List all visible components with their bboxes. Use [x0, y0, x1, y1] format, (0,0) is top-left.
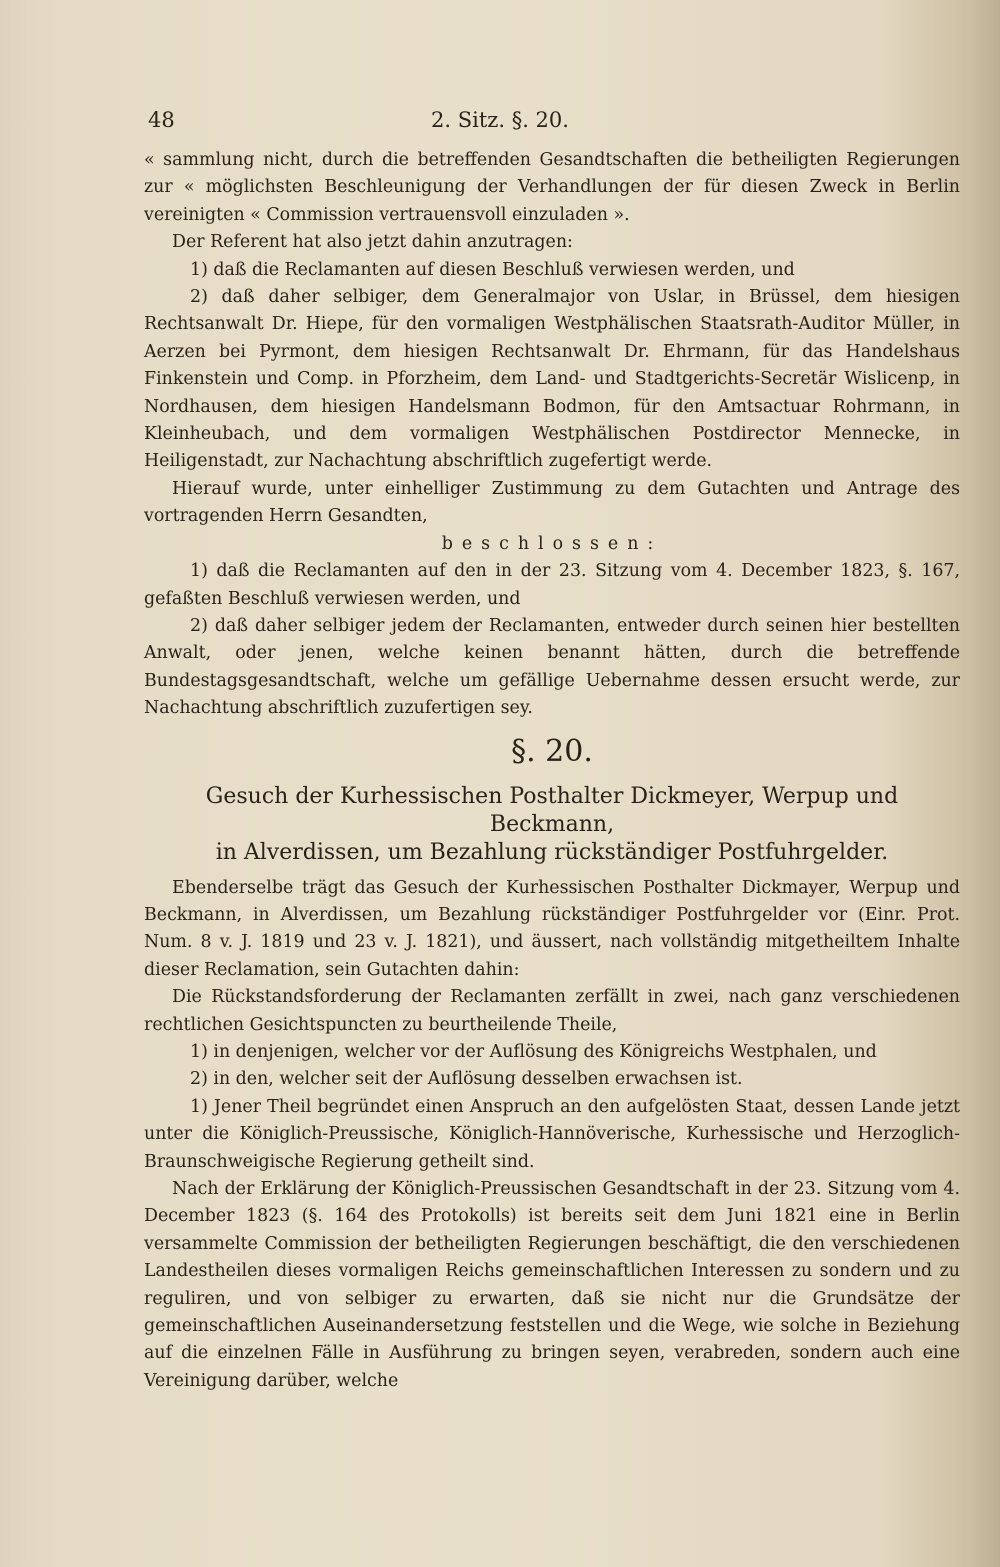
- section-title-line: Gesuch der Kurhessischen Posthalter Dickmeyer, Werpup und Beckmann,: [205, 783, 899, 837]
- section-number: §. 20.: [511, 733, 593, 769]
- paragraph: « sammlung nicht, durch die betreffenden Gesandtschaften die betheiligten Regierungen zur « möglichsten Beschleunigung der Verhandlungen der für diesen Zweck in Berlin vereinigten « Commission vertrauensvoll einzuladen ».: [144, 150, 960, 225]
- paragraph: Der Referent hat also jetzt dahin anzutragen:: [172, 232, 573, 253]
- numbered-item: 2) in den, welcher seit der Auflösung desselben erwachsen ist.: [190, 1069, 743, 1090]
- section-title-line: in Alverdissen, um Bezahlung rückständiger Postfuhrgelder.: [215, 839, 889, 865]
- body-text: [144, 147, 960, 1395]
- numbered-item: 1) daß die Reclamanten auf diesen Beschluß verwiesen werden, und: [190, 259, 795, 280]
- numbered-item: 1) daß die Reclamanten auf den in der 23. Sitzung vom 4. December 1823, §. 167, gefaßten Beschluß verwiesen werden, und: [144, 561, 960, 609]
- paragraph: Ebenderselbe trägt das Gesuch der Kurhessischen Posthalter Dickmayer, Werpup und Beckmann, in Alverdissen, um Bezahlung rückständiger Postfuhrgelder vor (Einr. Prot. Num. 8 v. J. 1819 und 23 v. J. 1821), und äussert, nach vollständig mitgetheiltem Inhalte dieser Reclamation, sein Gutachten dahin:: [144, 877, 960, 980]
- paragraph: Nach der Erklärung der Königlich-Preussischen Gesandtschaft in der 23. Sitzung vom 4. December 1823 (§. 164 des Protokolls) ist bereits seit dem Juni 1821 eine in Berlin versammelte Commission der betheiligten Regierungen beschäftigt, die den verschiedenen Landestheilen dieses vormaligen Reichs gemeinschaftlichen Interessen zu sondern und zu reguliren, und von selbiger zu erwarten, daß sie nicht nur die Grundsätze der gemeinschaftlichen Auseinandersetzung feststellen und die Wege, wie solche in Beziehung auf die einzelnen Fälle in Ausführung zu bringen seyen, verabreden, sondern auch eine Vereinigung darüber, welche: [144, 1179, 960, 1391]
- numbered-item: 2) daß daher selbiger, dem Generalmajor von Uslar, in Brüssel, dem hiesigen Rechtsanwalt Dr. Hiepe, für den vormaligen Westphälischen Staatsrath-Auditor Müller, in Aerzen bei Pyrmont, dem hiesigen Rechtsanwalt Dr. Ehrmann, für das Handelshaus Finkenstein und Comp. in Pforzheim, dem Land- und Stadtgerichts-Secretär Wislicenp, in Nordhausen, dem hiesigen Handelsmann Bodmon, für den Amtsactuar Rohrmann, in Kleinheubach, und dem vormaligen Westphälischen Postdirector Mennecke, in Heiligenstadt, zur Nachachtung abschriftlich zugefertigt werde.: [144, 287, 960, 472]
- resolution-heading: beschlossen:: [441, 533, 663, 554]
- numbered-item: 2) daß daher selbiger jedem der Reclamanten, entweder durch seinen hier bestellten Anwalt, oder jenen, welche keinen benannt hätten, durch die betreffende Bundestagsgesandtschaft, welche um gefällige Uebernahme dessen ersucht werde, zur Nachachtung abschriftlich zuzufertigen sey.: [144, 615, 960, 719]
- paragraph: Hierauf wurde, unter einhelliger Zustimmung zu dem Gutachten und Antrage des vortragenden Herrn Gesandten,: [144, 478, 960, 527]
- section-title: [144, 783, 960, 867]
- numbered-item: 1) in denjenigen, welcher vor der Auflösung des Königreichs Westphalen, und: [190, 1041, 877, 1062]
- numbered-item: 1) Jener Theil begründet einen Anspruch an den aufgelösten Staat, dessen Lande jetzt unter die Königlich-Preussische, Königlich-Hannöverische, Kurhessische und Herzoglich-Braunschweigische Regierung getheilt sind.: [144, 1096, 960, 1172]
- page-header: [0, 108, 1000, 138]
- paragraph: Die Rückstandsforderung der Reclamanten zerfällt in zwei, nach ganz verschiedenen rechtlichen Gesichtspuncten zu beurtheilende Theile,: [144, 987, 960, 1035]
- running-title: 2. Sitz. §. 20.: [431, 108, 569, 132]
- page-number: 48: [148, 108, 175, 132]
